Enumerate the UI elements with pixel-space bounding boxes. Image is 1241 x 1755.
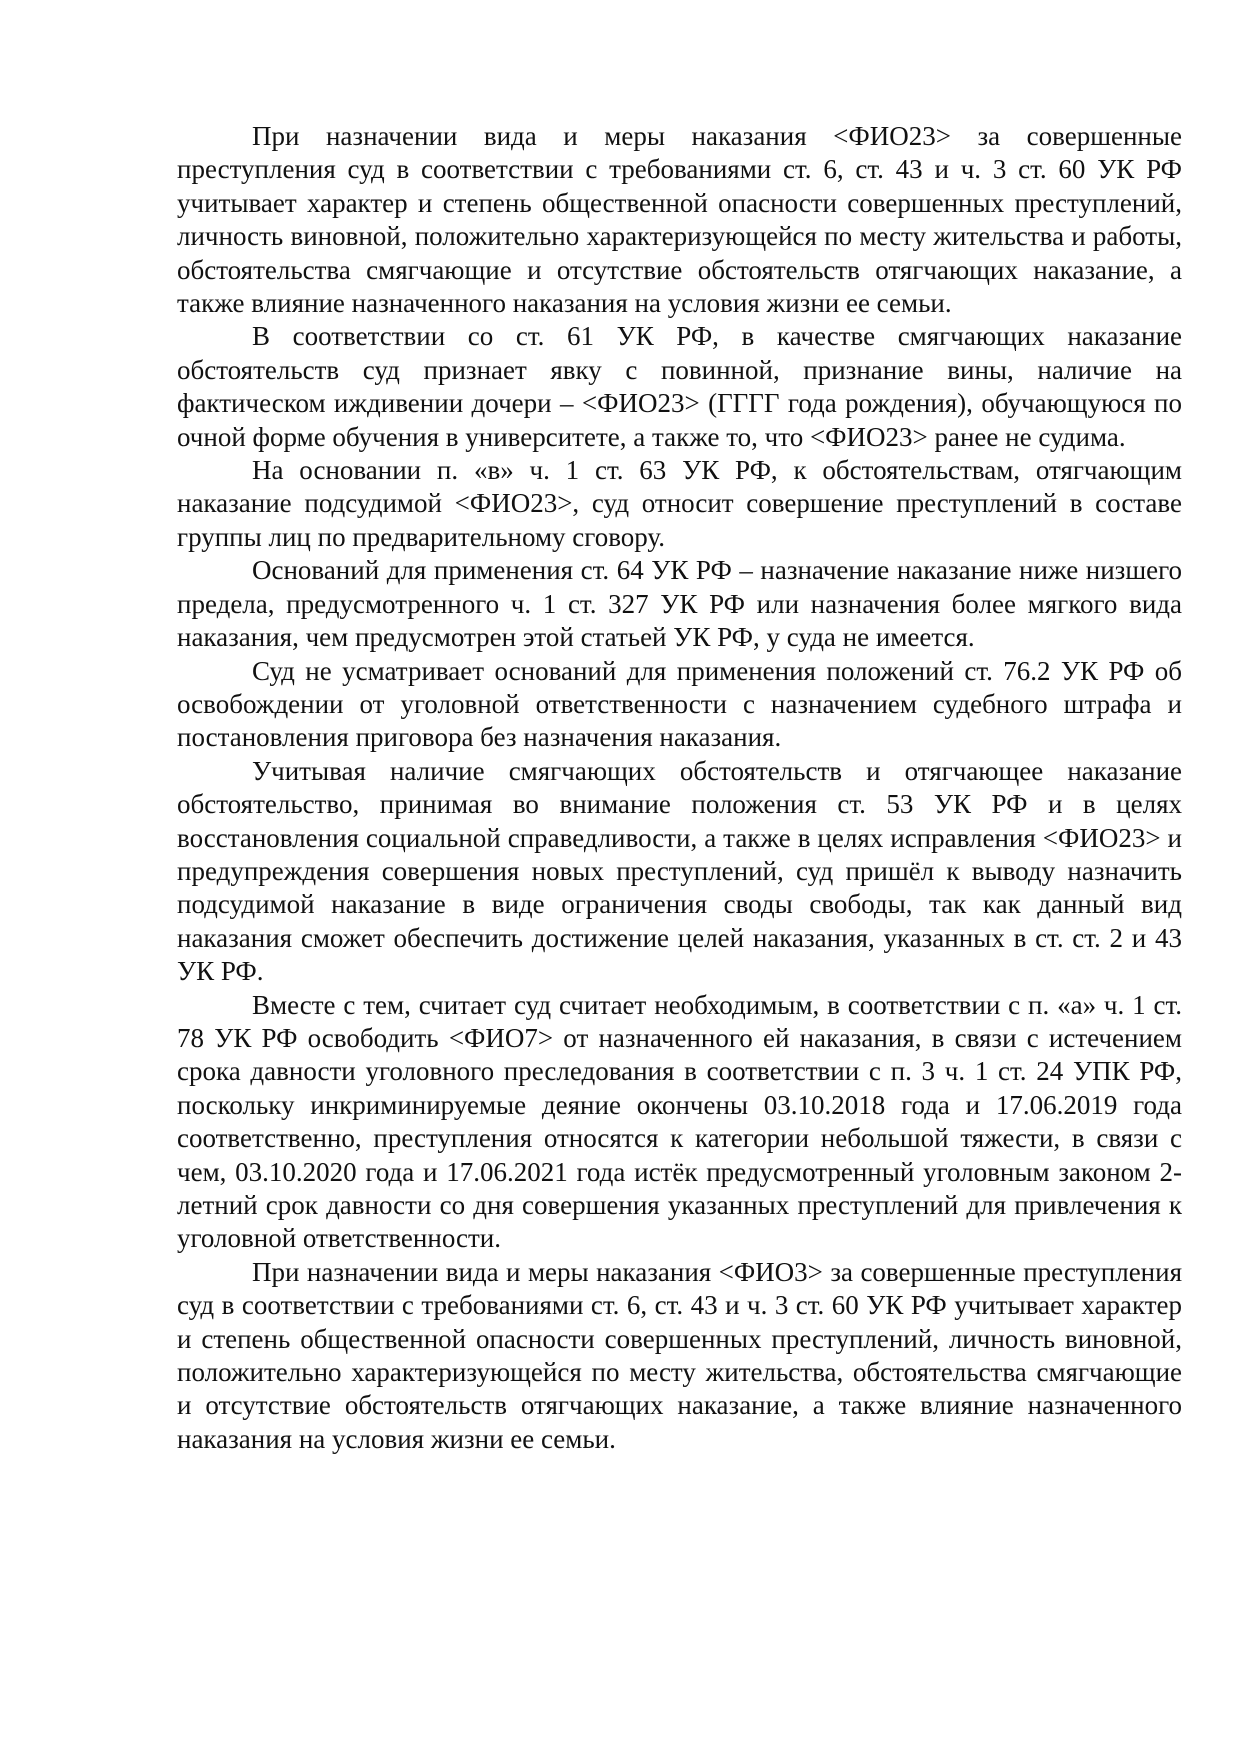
paragraph-aggravating-circumstances: На основании п. «в» ч. 1 ст. 63 УК РФ, к обстоятельствам, отягчающим наказание подсудимой <ФИО23>, суд относит совершение преступлений в составе группы лиц по предварительному сговору. [177,455,1182,552]
paragraph-article-64: Оснований для применения ст. 64 УК РФ – назначение наказание ниже низшего предела, предусмотренного ч. 1 ст. 327 УК РФ или назначения более мягкого вида наказания, чем предусмотрен этой статьей УК РФ, у суда не имеется. [177,555,1182,653]
paragraph-statute-of-limitations: Вместе с тем, считает суд считает необходимым, в соответствии с п. «а» ч. 1 ст. 78 УК РФ освободить <ФИО7> от назначенного ей наказания, в связи с истечением срока давности уголовного преследования в соответствии с п. 3 ч. 1 ст. 24 УПК РФ, поскольку инкриминируемые деяние окончены 03.10.2018 года и 17.06.2019 года соответственно, преступления относятся к категории небольшой тяжести, в связи с чем, 03.10.2020 года и 17.06.2021 года истёк предусмотренный уголовным законом 2-летний срок давности со дня совершения указанных преступлений для привлечения к уголовной ответственности. [177,989,1182,1254]
paragraph-mitigating-circumstances: В соответствии со ст. 61 УК РФ, в качестве смягчающих наказание обстоятельств суд признает явку с повинной, признание вины, наличие на фактическом иждивении дочери – <ФИО23> (ГГГГ года рождения), обучающуюся по очной форме обучения в университете, а также то, что <ФИО23> ранее не судима. [177,321,1182,452]
document-page [177,120,1182,1456]
paragraph-sentencing-fio23: При назначении вида и меры наказания <ФИО23> за совершенные преступления суд в соответствии с требованиями ст. 6, ст. 43 и ч. 3 ст. 60 УК РФ учитывает характер и степень общественной опасности совершенных преступлений, личность виновной, положительно характеризующейся по месту жительства и работы, обстоятельства смягчающие и отсутствие обстоятельств отягчающих наказание, а также влияние назначенного наказания на условия жизни ее семьи. [177,121,1182,319]
paragraph-sentencing-fio3: При назначении вида и меры наказания <ФИО3> за совершенные преступления суд в соответствии с требованиями ст. 6, ст. 43 и ч. 3 ст. 60 УК РФ учитывает характер и степень общественной опасности совершенных преступлений, личность виновной, положительно характеризующейся по месту жительства, обстоятельства смягчающие и отсутствие обстоятельств отягчающих наказание, а также влияние назначенного наказания на условия жизни ее семьи. [177,1256,1182,1454]
paragraph-punishment-choice: Учитывая наличие смягчающих обстоятельств и отягчающее наказание обстоятельство, принимая во внимание положения ст. 53 УК РФ и в целях восстановления социальной справедливости, а также в целях исправления <ФИО23> и предупреждения совершения новых преступлений, суд пришёл к выводу назначить подсудимой наказание в виде ограничения своды свободы, так как данный вид наказания сможет обеспечить достижение целей наказания, указанных в ст. ст. 2 и 43 УК РФ. [177,755,1182,987]
paragraph-article-76-2: Суд не усматривает оснований для применения положений ст. 76.2 УК РФ об освобождении от уголовной ответственности с назначением судебного штрафа и постановления приговора без назначения наказания. [177,655,1182,753]
